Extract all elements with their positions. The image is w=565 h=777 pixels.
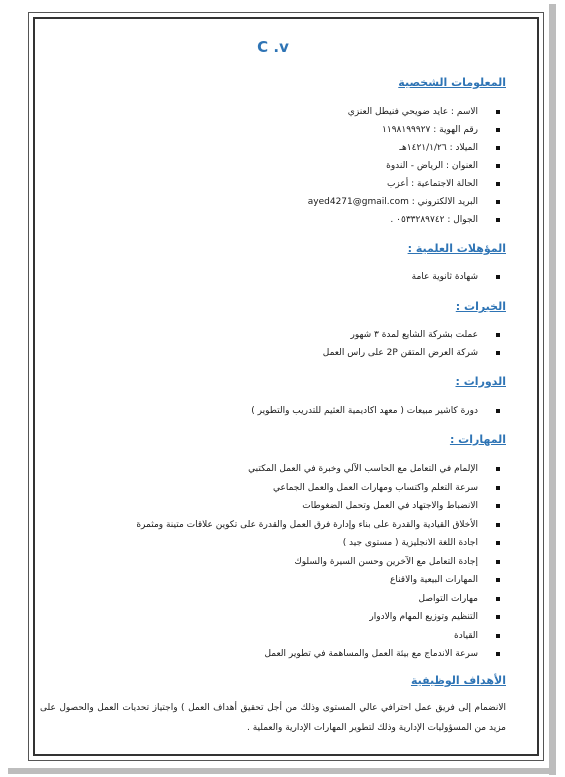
- personal-info-item: الحالة الاجتماعية : أعزب: [40, 175, 506, 193]
- skill-item: الإلمام في التعامل مع الحاسب الآلي وخبرة في العمل المكتبي: [40, 460, 506, 479]
- experience-heading: الخبرات :: [455, 300, 506, 313]
- personal-info-item: رقم الهوية : ١١٩٨١٩٩٩٢٧: [40, 121, 506, 139]
- skill-item: إجادة التعامل مع الآخرين وحسن السيرة والسلوك: [40, 553, 506, 572]
- skill-item: سرعة الاندماج مع بيئة العمل والمساهمة في تطوير العمل: [40, 645, 506, 664]
- personal-info-item: الميلاد : ١٤٢١/١/٢٦هـ: [40, 139, 506, 157]
- personal-info-list: [40, 103, 506, 229]
- page-shadow-bottom: [8, 768, 556, 774]
- personal-info-item: العنوان : الرياض - الندوة: [40, 157, 506, 175]
- course-item: دورة كاشير مبيعات ( معهد اكاديمية العثيم للتدريب والتطوير ): [40, 402, 506, 420]
- skill-item: اجادة اللغة الانجليزية ( مستوى جيد ): [40, 534, 506, 553]
- courses-list: [40, 402, 506, 420]
- courses-heading: الدورات :: [455, 375, 506, 388]
- experience-item: شركة العرض المتقن 2P على راس العمل: [40, 344, 506, 362]
- skill-item: الأخلاق القيادية والقدرة على بناء وإدارة فرق العمل والقدرة على تكوين علاقات متينة ومثمرة: [40, 516, 506, 535]
- qualifications-heading: المؤهلات العلمية :: [407, 242, 506, 255]
- skills-heading: المهارات :: [449, 433, 506, 446]
- experience-item: عملت بشركة الشايع لمدة ٣ شهور: [40, 326, 506, 344]
- skill-item: التنظيم وتوزيع المهام والادوار: [40, 608, 506, 627]
- qualifications-list: [40, 268, 506, 286]
- skill-item: القيادة: [40, 627, 506, 646]
- cv-title: C .v: [257, 38, 289, 56]
- personal-info-item: البريد الالكتروني : ayed4271@gmail.com: [40, 193, 506, 211]
- qualification-item: شهادة ثانوية عامة: [40, 268, 506, 286]
- experience-list: [40, 326, 506, 362]
- personal-info-heading: المعلومات الشخصية: [398, 76, 506, 89]
- personal-info-item: الاسم : عايد ضويحي فنيطل العنزي: [40, 103, 506, 121]
- skills-list: [40, 460, 506, 664]
- skill-item: الانضباط والاجتهاد في العمل وتحمل الضغوطات: [40, 497, 506, 516]
- skill-item: المهارات البيعية والاقناع: [40, 571, 506, 590]
- personal-info-item: الجوال : ٠٥٣٣٢٨٩٧٤٢ .: [40, 211, 506, 229]
- skill-item: سرعة التعلم واكتساب ومهارات العمل والعمل الجماعي: [40, 479, 506, 498]
- page-shadow-right: [549, 4, 556, 775]
- skill-item: مهارات التواصل: [40, 590, 506, 609]
- goals-text: الانضمام إلى فريق عمل احترافي عالي المستوى وذلك من أجل تحقيق أهداف العمل ) واجتياز تحديات العمل والحصول على مزيد من المسؤوليات الإدارية وذلك لتطوير المهارات الإدارية والعملية .: [40, 703, 506, 733]
- goals-heading: الأهداف الوظيفية: [410, 674, 506, 687]
